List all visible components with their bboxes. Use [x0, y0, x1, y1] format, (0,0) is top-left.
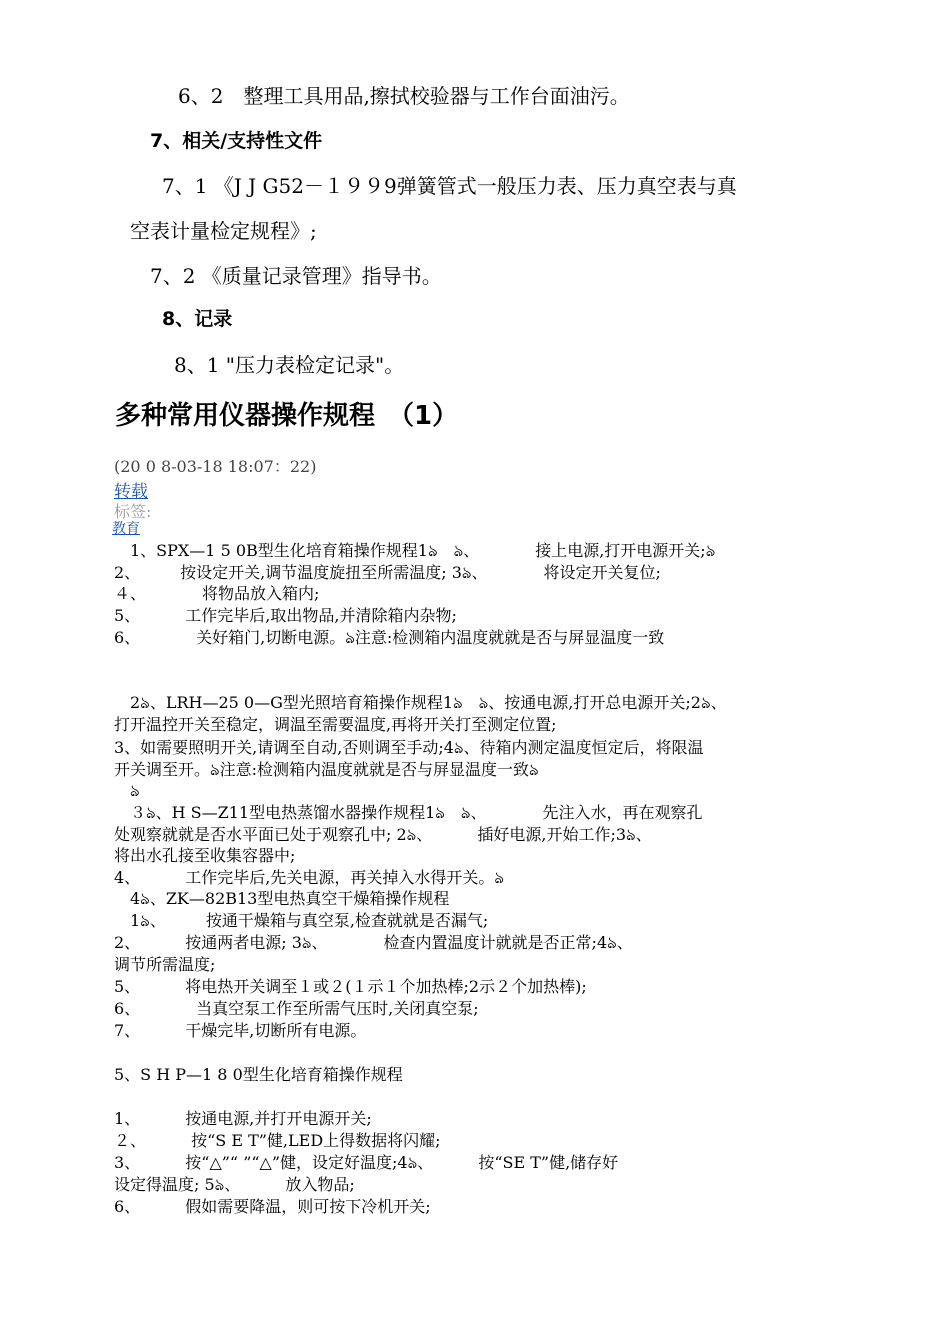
section-7-heading: 7、相关/支持性文件: [150, 130, 323, 152]
article-title: 多种常用仪器操作规程 （1）: [115, 401, 459, 431]
body-line: ２、 按“S E T”健,LED上得数据将闪耀;: [114, 1131, 441, 1150]
tag-education-link[interactable]: 教育: [112, 521, 140, 537]
body-line: 4、 工作完毕后,先关电源，再关掉入水得开关。ঌ: [114, 868, 504, 887]
body-line: 2、 按通两者电源; 3ঌ、 检查内置温度计就就是否正常;4ঌ、: [114, 933, 633, 952]
body-line: 1、SPX—1 5 0B型生化培育箱操作规程1ঌ ঌ、 接上电源,打开电源开关;ঌ: [114, 541, 716, 560]
body-line: 4ঌ、ZK—82B13型电热真空干燥箱操作规程: [114, 889, 450, 908]
body-line: 5、 工作完毕后,取出物品,并清除箱内杂物;: [114, 606, 457, 625]
body-line: 处观察就就是否水平面已处于观察孔中; 2ঌ、 插好电源,开始工作;3ঌ、: [114, 825, 652, 844]
body-line: 5、S H P—1 8 0型生化培育箱操作规程: [114, 1065, 403, 1084]
body-line: 6、 当真空泵工作至所需气压时,关闭真空泵;: [114, 999, 479, 1018]
repost-link[interactable]: 转载: [114, 482, 148, 502]
ref-7-1-line1: 7、1 《J J G52－１９９9弹簧管式一般压力表、压力真空表与真: [162, 174, 737, 198]
body-line: 7、 干燥完毕,切断所有电源。: [114, 1021, 367, 1040]
body-line: 3、如需要照明开关,请调至自动,否则调至手动;4ঌ、待箱内测定温度恒定后，将限温: [114, 738, 704, 757]
body-line: 打开温控开关至稳定，调温至需要温度,再将开关打至测定位置;: [114, 715, 557, 734]
body-line: 2ঌ、LRH—25 0—G型光照培育箱操作规程1ঌ ঌ、按通电源,打开总电源开关;2ঌ、: [114, 693, 727, 712]
body-line: 2、 按设定开关,调节温度旋扭至所需温度; 3ঌ、 将设定开关复位;: [114, 563, 661, 582]
tags-label: 标签:: [114, 502, 152, 521]
body-line: 5、 将电热开关调至１或２(１示１个加热棒;2示２个加热棒);: [114, 977, 587, 996]
body-line: 1、 按通电源,并打开电源开关;: [114, 1109, 372, 1128]
body-line: 设定得温度; 5ঌ、 放入物品;: [114, 1175, 355, 1194]
body-line: 开关调至开。ঌ注意:检测箱内温度就就是否与屏显温度一致ঌ: [114, 760, 539, 779]
body-line: 6、 关好箱门,切断电源。ঌ注意:检测箱内温度就就是否与屏显温度一致: [114, 628, 665, 647]
body-line: 调节所需温度;: [114, 955, 216, 974]
body-line: ３ঌ、H S—Z11型电热蒸馏水器操作规程1ঌ ঌ、 先注入水，再在观察孔: [114, 803, 703, 822]
body-line: ঌ: [114, 781, 140, 800]
record-8-1: 8、1 "压力表检定记录"。: [174, 353, 405, 377]
step-6-2: 6、2 整理工具用品,擦拭校验器与工作台面油污。: [178, 84, 630, 108]
body-line: 将出水孔接至收集容器中;: [114, 846, 296, 865]
ref-7-1-line2: 空表计量检定规程》;: [130, 219, 317, 243]
body-line: 6、 假如需要降温，则可按下冷机开关;: [114, 1197, 431, 1216]
post-date: (20 0 8-03-18 18:07：22): [114, 457, 317, 476]
ref-7-2: 7、2 《质量记录管理》指导书。: [150, 264, 442, 288]
body-line: 1ঌ、 按通干燥箱与真空泵,检查就就是否漏气;: [114, 911, 489, 930]
section-8-heading: 8、记录: [162, 308, 233, 330]
body-line: ４、 将物品放入箱内;: [114, 584, 320, 603]
body-line: 3、 按“△”“ ”“△”健，设定好温度;4ঌ、 按“SE T”健,储存好: [114, 1153, 619, 1172]
